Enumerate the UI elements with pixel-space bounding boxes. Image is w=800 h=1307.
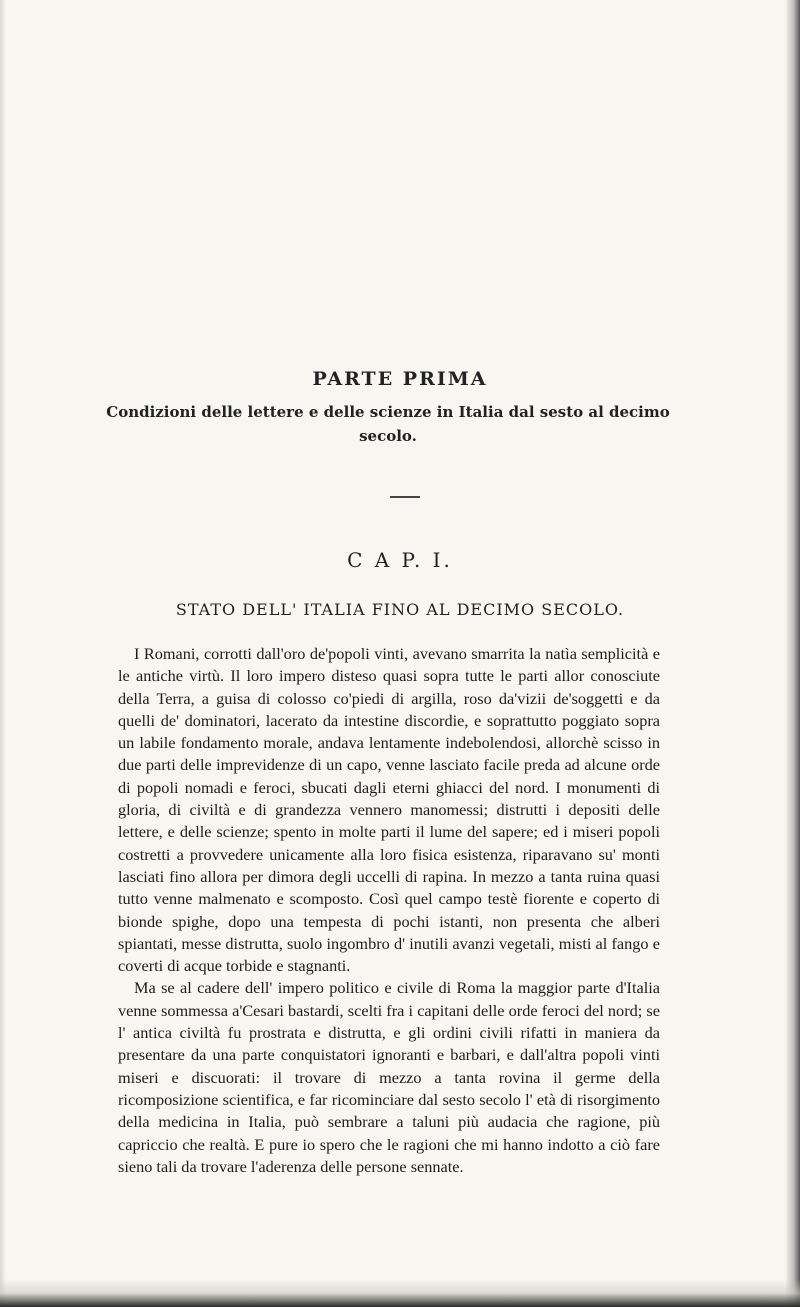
section-heading: PARTE PRIMA: [312, 368, 488, 390]
chapter-title: STATO DELL' ITALIA FINO AL DECIMO SECOLO.: [175, 600, 625, 619]
section-subtitle: Condizioni delle lettere e delle scienze in Italia dal sesto al decimo secolo.: [106, 403, 670, 445]
page-bottom-shadow: [0, 1279, 800, 1307]
page-left-edge: [0, 0, 6, 1307]
body-text: [118, 643, 660, 1178]
divider-rule: [390, 496, 420, 498]
paragraph-2: Ma se al cadere dell' impero politico e civile di Roma la maggior parte d'Italia venne sommessa a'Cesari bastardi, scelti fra i capitani delle orde feroci del nord; se l' antica civiltà fu prostrata e distrutta, e gli ordini civili rifatti in maniera da presentare da una parte conquistatori ignoranti e barbari, e dall'altra popoli vinti miseri e discuorati: il trovare di mezzo a tanta rovina il germe della ricomposizione scientifica, e far ricominciare dal sesto secolo l' età di risorgimento della medicina in Italia, può sembrare a taluni più audacia che ragione, più capriccio che realtà. E pure io spero che le ragioni che mi hanno indotto a ciò fare sieno tali da trovare l'aderenza delle persone sennate.: [118, 978, 660, 1176]
chapter-number: C A P. I.: [347, 548, 453, 572]
paragraph-1: I Romani, corrotti dall'oro de'popoli vinti, avevano smarrita la natìa semplicità e le antiche virtù. Il loro impero disteso quasi sopra tutte le parti allor conosciute della Terra, a guisa di colosso co'piedi di argilla, roso da'vizii de'soggetti e da quelli de' dominatori, lacerato da intestine discordie, e soprattutto poggiato sopra un labile fondamento morale, andava lentamente indebolendosi, allorchè scisso in due parti delle imprevidenze di un capo, venne lasciato facile preda ad alcune orde di popoli nomadi e feroci, sbucati dagli eterni ghiacci del nord. I monumenti di gloria, di civiltà e di grandezza vennero manomessi; distrutti i depositi delle lettere, e delle scienze; spento in molte parti il lume del sapere; ed i miseri popoli costretti a provvedere unicamente alla loro fisica esistenza, riparavano su' monti lasciati fino allora per dimora degli uccelli di rapina. In mezzo a tanta ruina quasi tutto venne malmenato e scomposto. Così quel campo testè fiorente e coperto di bionde spighe, dopo una tempesta di pochi istanti, non presenta che alberi spiantati, messe distrutta, suolo ingombro d' inutili avanzi vegetali, misti al fango e coverti di acque torbide e stagnanti.: [118, 644, 660, 976]
page-right-edge: [786, 0, 800, 1307]
